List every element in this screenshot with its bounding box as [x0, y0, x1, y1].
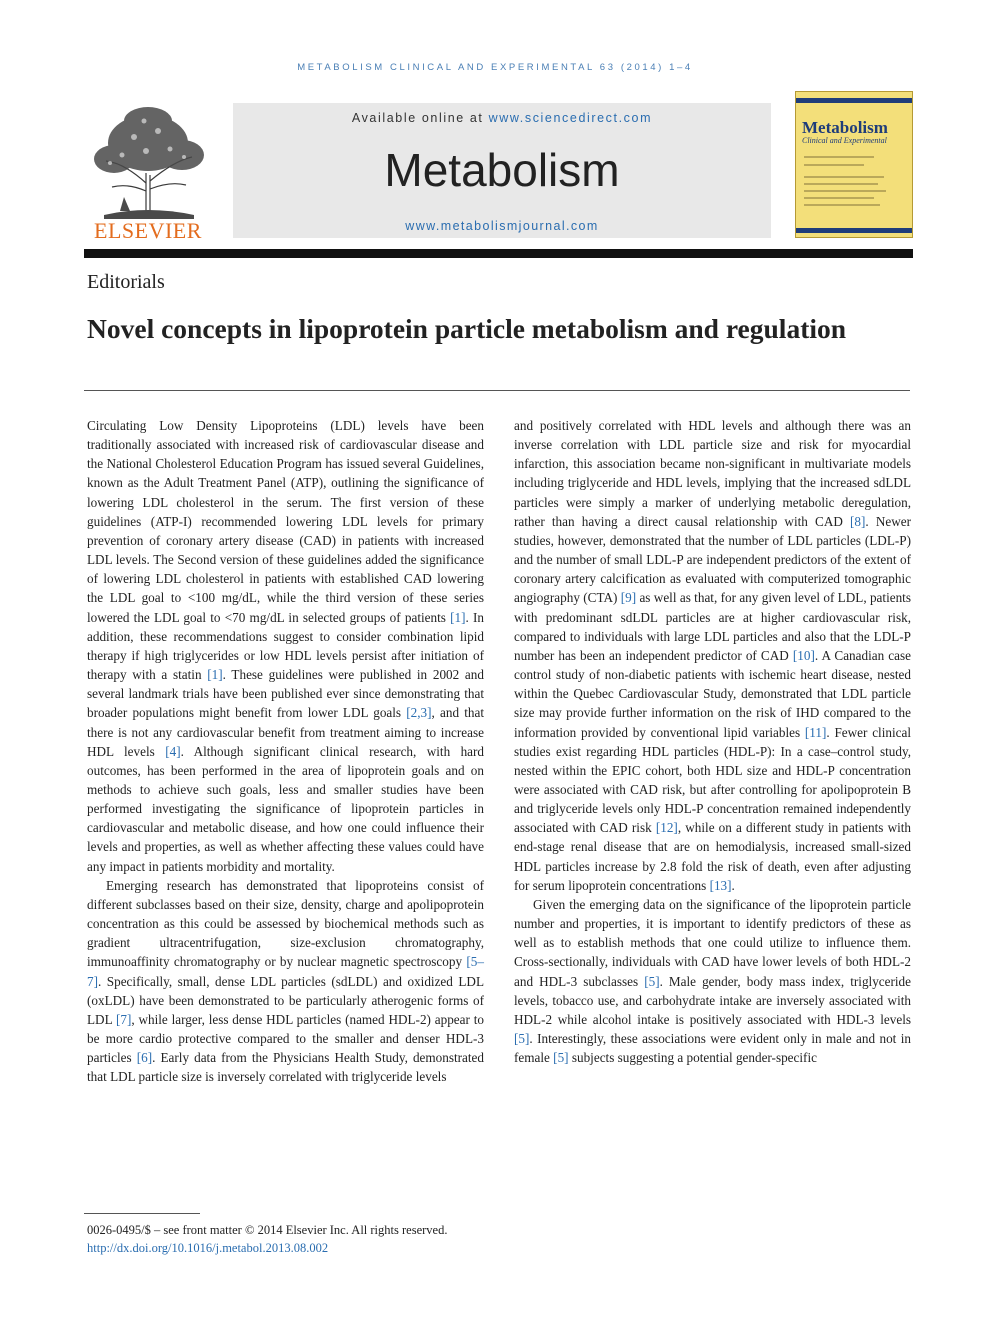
citation-link[interactable]: [5]	[514, 1031, 530, 1046]
body-paragraph	[87, 876, 484, 1087]
available-prefix: Available online at	[351, 111, 489, 125]
available-online-text	[233, 111, 771, 125]
elsevier-wordmark: ELSEVIER	[94, 218, 202, 243]
citation-link[interactable]: [11]	[804, 724, 827, 740]
cover-stripe-bottom	[796, 228, 912, 233]
citation-link[interactable]: [5]	[644, 973, 660, 989]
body-text: . Male gender, body mass index, triglyceride levels, tobacco use, and carbohydrate intake are inversely associated with HDL-2 while alcohol intake is positively associated with HDL-3 levels	[514, 973, 911, 1027]
journal-cover-thumbnail	[795, 91, 913, 238]
cover-stripe-top	[796, 98, 912, 103]
citation-link[interactable]: [2,3]	[406, 705, 432, 721]
cover-text-line	[804, 183, 878, 185]
citation-link[interactable]: [7]	[115, 1011, 132, 1027]
body-paragraph	[87, 416, 484, 876]
cover-title: Metabolism	[802, 118, 888, 137]
citation-link[interactable]: [10]	[792, 647, 815, 663]
body-text: . These guidelines were published in 2002 and several landmark trials have been published ever since demonstrating that broader populations might benefit from lower LDL goals	[87, 667, 484, 721]
citation-link[interactable]: [4]	[165, 743, 181, 759]
body-text: Given the emerging data on the significance of the lipoprotein particle number and properties, it is important to identify predictors of these as well as to establish methods that one could utilize to influence them. Cross-sectionally, individuals with CAD have lower levels of both HDL-2 and HDL-3 subclasses	[514, 896, 911, 989]
body-text: . Although significant clinical research, with hard outcomes, has been performed in the area of lipoprotein goals and on methods to achieve such goals, less and smaller studies have been performed investigating the significance of lipoprotein particles in cardiovascular and metabolic disease, and how one could influence their levels and properties, as well as whether affecting these values could have any impact in patients morbidity and mortality.	[87, 743, 485, 874]
header-rule	[84, 249, 913, 258]
body-text: . A Canadian case control study of non-diabetic patients with ischemic heart disease, nested within the Quebec Cardiovascular Study, demonstrated that LDL particle size may provide further information on the risk of IHD compared to the information provided by conventional lipid variables	[514, 647, 911, 740]
journal-citation-line: METABOLISM CLINICAL AND EXPERIMENTAL 63 (2014) 1–4	[297, 62, 693, 73]
article-title: Novel concepts in lipoprotein particle metabolism and regulation	[87, 313, 847, 344]
cover-text-line	[804, 156, 874, 158]
body-column-right	[514, 416, 911, 1067]
citation-link[interactable]: [5–7]	[87, 954, 484, 989]
body-text: , and that there is not any cardiovascular benefit from treatment aiming to increase HDL levels	[87, 705, 484, 759]
body-paragraph	[514, 895, 911, 1067]
body-text: Circulating Low Density Lipoproteins (LDL) levels have been traditionally associated with increased risk of cardiovascular disease and the National Cholesterol Education Program has issued several Guidelines, known as the Adult Treatment Panel (ATP), outlining the significance of lowering LDL cholesterol in the serum. The first version of these guidelines (ATP-I) recommended lowering LDL levels for primary prevention of coronary artery disease (CAD) in patients with increased LDL levels. The Second version of these guidelines added the significance of lowering LDL cholesterol in patients with established CAD lowering the LDL goal to <100 mg/dL, while the third version of these series lowered the LDL goal to <70 mg/dL in selected groups of patients	[87, 418, 484, 625]
body-text: . In addition, these recommendations suggest to consider combination lipid therapy if high triglycerides or low HDL levels persist after initiation of therapy with a statin	[87, 609, 484, 683]
cover-text-line	[804, 190, 886, 192]
journal-banner	[233, 103, 771, 238]
body-paragraph	[514, 416, 911, 895]
section-label: Editorials	[87, 271, 165, 293]
body-text: . Newer studies, however, demonstrated that the number of LDL particles (LDL-P) and the number of small LDL-P are independent predictors of the extent of coronary artery calcification as evaluated with computerized tomographic angiography (CTA)	[514, 513, 911, 606]
cover-text-line	[804, 204, 880, 206]
body-text: , while on a different study in patients with end-stage renal disease that are on hemodialysis, increased small-sized HDL particles increase by 2.8 fold the risk of death, even after adjusting for serum lipoprotein concentrations	[514, 820, 912, 893]
doi-link[interactable]: http://dx.doi.org/10.1016/j.metabol.2013.08.002	[87, 1241, 329, 1255]
body-text: . Specifically, small, dense LDL particles (sdLDL) and oxidized LDL (oxLDL) have been demonstrated to be particularly atherogenic forms of LDL	[87, 973, 484, 1027]
body-text: . Fewer clinical studies exist regarding HDL particles (HDL-P): In a case–control study, nested within the EPIC cohort, both HDL size and HDL-P concentration were associated with CAD risk, but after controlling for apolipoprotein B and triglyceride levels only HDL-P concentration remained independently associated with CAD risk	[514, 724, 912, 836]
cover-subtitle: Clinical and Experimental	[802, 136, 887, 145]
body-text: . Early data from the Physicians Health Study, demonstrated that LDL particle size is inversely correlated with triglyceride levels	[87, 1050, 484, 1085]
cover-text-line	[804, 164, 864, 166]
journal-title: Metabolism	[384, 144, 620, 196]
cover-text-line	[804, 176, 884, 178]
body-text: Emerging research has demonstrated that lipoproteins consist of different subclasses based on their size, density, charge and apolipoprotein concentration as this could be assessed by biochemical methods such as gradient ultracentrifugation, size-exclusion chromatography, immunoaffinity chromatography or by nuclear magnetic spectroscopy	[87, 877, 484, 970]
body-column-left	[87, 416, 484, 1086]
citation-link[interactable]: [9]	[620, 590, 637, 606]
body-text: as well as that, for any given level of LDL, patients with predominant sdLDL particles are at higher cardiovascular risk, compared to individuals with large LDL particles and also that the LDL-P number has been an independent predictor of CAD	[514, 590, 911, 663]
citation-link[interactable]: [12]	[655, 820, 678, 836]
body-text: . Interestingly, these associations were evident only in male and not in female	[514, 1031, 911, 1066]
footnote	[87, 1221, 447, 1257]
body-text: and positively correlated with HDL levels and although there was an inverse correlation with LDL particle size and risk for myocardial infarction, this association became non-significant in multivariate models including triglyceride and HDL levels, implying that the increased sdLDL particles were simply a marker of underlying metabolic deregulation, rather than having a direct causal relationship with CAD	[514, 418, 911, 529]
citation-link[interactable]: [5]	[553, 1050, 569, 1066]
title-rule	[84, 390, 910, 391]
footnote-rule	[84, 1213, 200, 1214]
issn-copyright: 0026-0495/$ – see front matter © 2014 Elsevier Inc. All rights reserved.	[87, 1223, 448, 1237]
body-text: subjects suggesting a potential gender-specific	[568, 1050, 817, 1066]
body-text: .	[731, 877, 735, 893]
body-text: , while larger, less dense HDL particles (named HDL-2) appear to be more cardio protective compared to the smaller and denser HDL-3 particles	[87, 1011, 484, 1066]
citation-link[interactable]: [13]	[709, 877, 732, 893]
citation-link[interactable]: [6]	[136, 1050, 153, 1066]
cover-text-line	[804, 197, 874, 199]
sciencedirect-link[interactable]: www.sciencedirect.com	[488, 111, 653, 125]
citation-link[interactable]: [8]	[850, 513, 866, 529]
citation-link[interactable]: [1]	[450, 609, 466, 625]
journal-url-link[interactable]: www.metabolismjournal.com	[405, 219, 599, 233]
citation-link[interactable]: [1]	[207, 667, 223, 683]
